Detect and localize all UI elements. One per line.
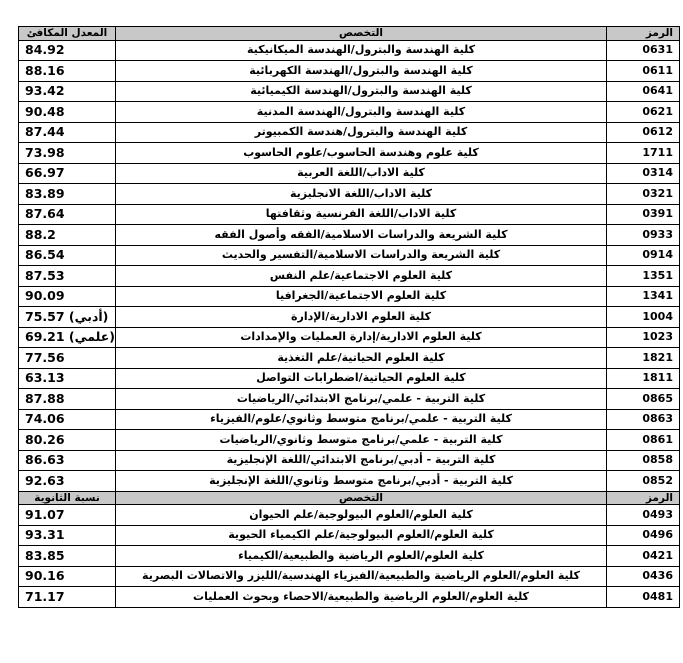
code-cell: 0641 — [607, 81, 680, 102]
table-row — [19, 430, 680, 451]
table-row — [19, 587, 680, 608]
score-cell: 75.57 (أدبي) — [19, 307, 116, 328]
score-cell: 83.85 — [19, 546, 116, 567]
score-header: نسبة الثانوية — [19, 491, 116, 505]
score-cell: 93.42 — [19, 81, 116, 102]
table-row — [19, 348, 680, 369]
code-cell: 0865 — [607, 389, 680, 410]
major-cell: كلية الشريعة والدراسات الاسلامية/الفقه وأصول الفقه — [116, 225, 607, 246]
table-row — [19, 368, 680, 389]
code-cell: 0863 — [607, 409, 680, 430]
major-cell: كلية الاداب/اللغة العربية — [116, 163, 607, 184]
code-cell: 0493 — [607, 505, 680, 526]
admission-table-body — [19, 27, 680, 608]
score-cell: 80.26 — [19, 430, 116, 451]
code-header: الرمز — [607, 27, 680, 41]
score-cell: 69.21 (علمي) — [19, 327, 116, 348]
score-cell: 87.44 — [19, 122, 116, 143]
score-cell: 90.16 — [19, 566, 116, 587]
score-cell: 63.13 — [19, 368, 116, 389]
table-row — [19, 122, 680, 143]
major-cell: كلية العلوم الحياتية/علم التغذية — [116, 348, 607, 369]
code-cell: 0852 — [607, 471, 680, 492]
major-cell: كلية الاداب/اللغة الفرنسية وثقافتها — [116, 204, 607, 225]
code-cell: 0621 — [607, 102, 680, 123]
major-header: التخصص — [116, 491, 607, 505]
table-row — [19, 245, 680, 266]
table-row — [19, 40, 680, 61]
major-cell: كلية الهندسة والبترول/الهندسة الكهربائية — [116, 61, 607, 82]
major-cell: كلية العلوم الاجتماعية/الجغرافيا — [116, 286, 607, 307]
major-cell: كلية الهندسة والبترول/هندسة الكمبيوتر — [116, 122, 607, 143]
score-header: المعدل المكافئ — [19, 27, 116, 41]
major-cell: كلية علوم وهندسة الحاسوب/علوم الحاسوب — [116, 143, 607, 164]
code-cell: 0612 — [607, 122, 680, 143]
code-cell: 0933 — [607, 225, 680, 246]
table-row — [19, 266, 680, 287]
code-cell: 0496 — [607, 525, 680, 546]
code-header: الرمز — [607, 491, 680, 505]
table-row — [19, 286, 680, 307]
table-row — [19, 566, 680, 587]
score-cell: 92.63 — [19, 471, 116, 492]
table-row — [19, 450, 680, 471]
major-cell: كلية العلوم الاجتماعية/علم النفس — [116, 266, 607, 287]
code-cell: 0631 — [607, 40, 680, 61]
score-cell: 83.89 — [19, 184, 116, 205]
score-cell: 90.48 — [19, 102, 116, 123]
score-cell: 88.16 — [19, 61, 116, 82]
major-cell: كلية العلوم الادارية/إدارة العمليات والإمدادات — [116, 327, 607, 348]
code-cell: 0314 — [607, 163, 680, 184]
code-cell: 1821 — [607, 348, 680, 369]
score-cell: 66.97 — [19, 163, 116, 184]
table-row — [19, 525, 680, 546]
code-cell: 0436 — [607, 566, 680, 587]
major-cell: كلية الهندسة والبترول/الهندسة الميكانيكية — [116, 40, 607, 61]
major-cell: كلية العلوم/العلوم البيولوجية/علم الكيمياء الحيوية — [116, 525, 607, 546]
table-row — [19, 163, 680, 184]
major-cell: كلية العلوم الادارية/الإدارة — [116, 307, 607, 328]
code-cell: 0611 — [607, 61, 680, 82]
major-cell: كلية الشريعة والدراسات الاسلامية/التفسير والحديث — [116, 245, 607, 266]
table-row — [19, 327, 680, 348]
major-cell: كلية العلوم/العلوم البيولوجية/علم الحيوان — [116, 505, 607, 526]
code-cell: 1341 — [607, 286, 680, 307]
code-cell: 0321 — [607, 184, 680, 205]
score-cell: 71.17 — [19, 587, 116, 608]
table-row — [19, 409, 680, 430]
code-cell: 0391 — [607, 204, 680, 225]
score-cell: 74.06 — [19, 409, 116, 430]
major-cell: كلية التربية - أدبي/برنامج الابتدائي/اللغة الإنجليزية — [116, 450, 607, 471]
score-cell: 90.09 — [19, 286, 116, 307]
code-cell: 1004 — [607, 307, 680, 328]
code-cell: 1711 — [607, 143, 680, 164]
score-cell: 93.31 — [19, 525, 116, 546]
major-cell: كلية العلوم/العلوم الرياضية والطبيعية/الفيزياء الهندسية/الليزر والاتصالات البصرية — [116, 566, 607, 587]
major-cell: كلية الاداب/اللغة الانجليزية — [116, 184, 607, 205]
score-cell: 86.63 — [19, 450, 116, 471]
major-cell: كلية العلوم الحياتية/اضطرابات التواصل — [116, 368, 607, 389]
code-cell: 0858 — [607, 450, 680, 471]
table-row — [19, 81, 680, 102]
major-cell: كلية التربية - علمي/برنامج الابتدائي/الرياضيات — [116, 389, 607, 410]
major-cell: كلية العلوم/العلوم الرياضية والطبيعية/الاحصاء وبحوث العمليات — [116, 587, 607, 608]
table-row — [19, 546, 680, 567]
code-cell: 1023 — [607, 327, 680, 348]
section1-header-row — [19, 27, 680, 41]
code-cell: 1811 — [607, 368, 680, 389]
score-cell: 88.2 — [19, 225, 116, 246]
code-cell: 0861 — [607, 430, 680, 451]
major-cell: كلية التربية - علمي/برنامج متوسط وثانوي/علوم/الفيزياء — [116, 409, 607, 430]
table-row — [19, 143, 680, 164]
code-cell: 0421 — [607, 546, 680, 567]
score-cell: 84.92 — [19, 40, 116, 61]
major-cell: كلية التربية - علمي/برنامج متوسط وثانوي/الرياضيات — [116, 430, 607, 451]
table-row — [19, 204, 680, 225]
score-cell: 77.56 — [19, 348, 116, 369]
table-row — [19, 307, 680, 328]
major-header: التخصص — [116, 27, 607, 41]
table-row — [19, 389, 680, 410]
major-cell: كلية الهندسة والبترول/الهندسة الكيميائية — [116, 81, 607, 102]
code-cell: 1351 — [607, 266, 680, 287]
score-cell: 86.54 — [19, 245, 116, 266]
score-cell: 87.53 — [19, 266, 116, 287]
code-cell: 0481 — [607, 587, 680, 608]
score-cell: 91.07 — [19, 505, 116, 526]
score-cell: 87.88 — [19, 389, 116, 410]
table-row — [19, 102, 680, 123]
table-row — [19, 225, 680, 246]
score-cell: 87.64 — [19, 204, 116, 225]
table-row — [19, 505, 680, 526]
major-cell: كلية العلوم/العلوم الرياضية والطبيعية/الكيمياء — [116, 546, 607, 567]
major-cell: كلية التربية - أدبي/برنامج متوسط وثانوي/اللغة الإنجليزية — [116, 471, 607, 492]
table-row — [19, 61, 680, 82]
section2-header-row — [19, 491, 680, 505]
admission-table — [18, 26, 680, 608]
code-cell: 0914 — [607, 245, 680, 266]
table-row — [19, 471, 680, 492]
score-cell: 73.98 — [19, 143, 116, 164]
major-cell: كلية الهندسة والبترول/الهندسة المدنية — [116, 102, 607, 123]
table-row — [19, 184, 680, 205]
